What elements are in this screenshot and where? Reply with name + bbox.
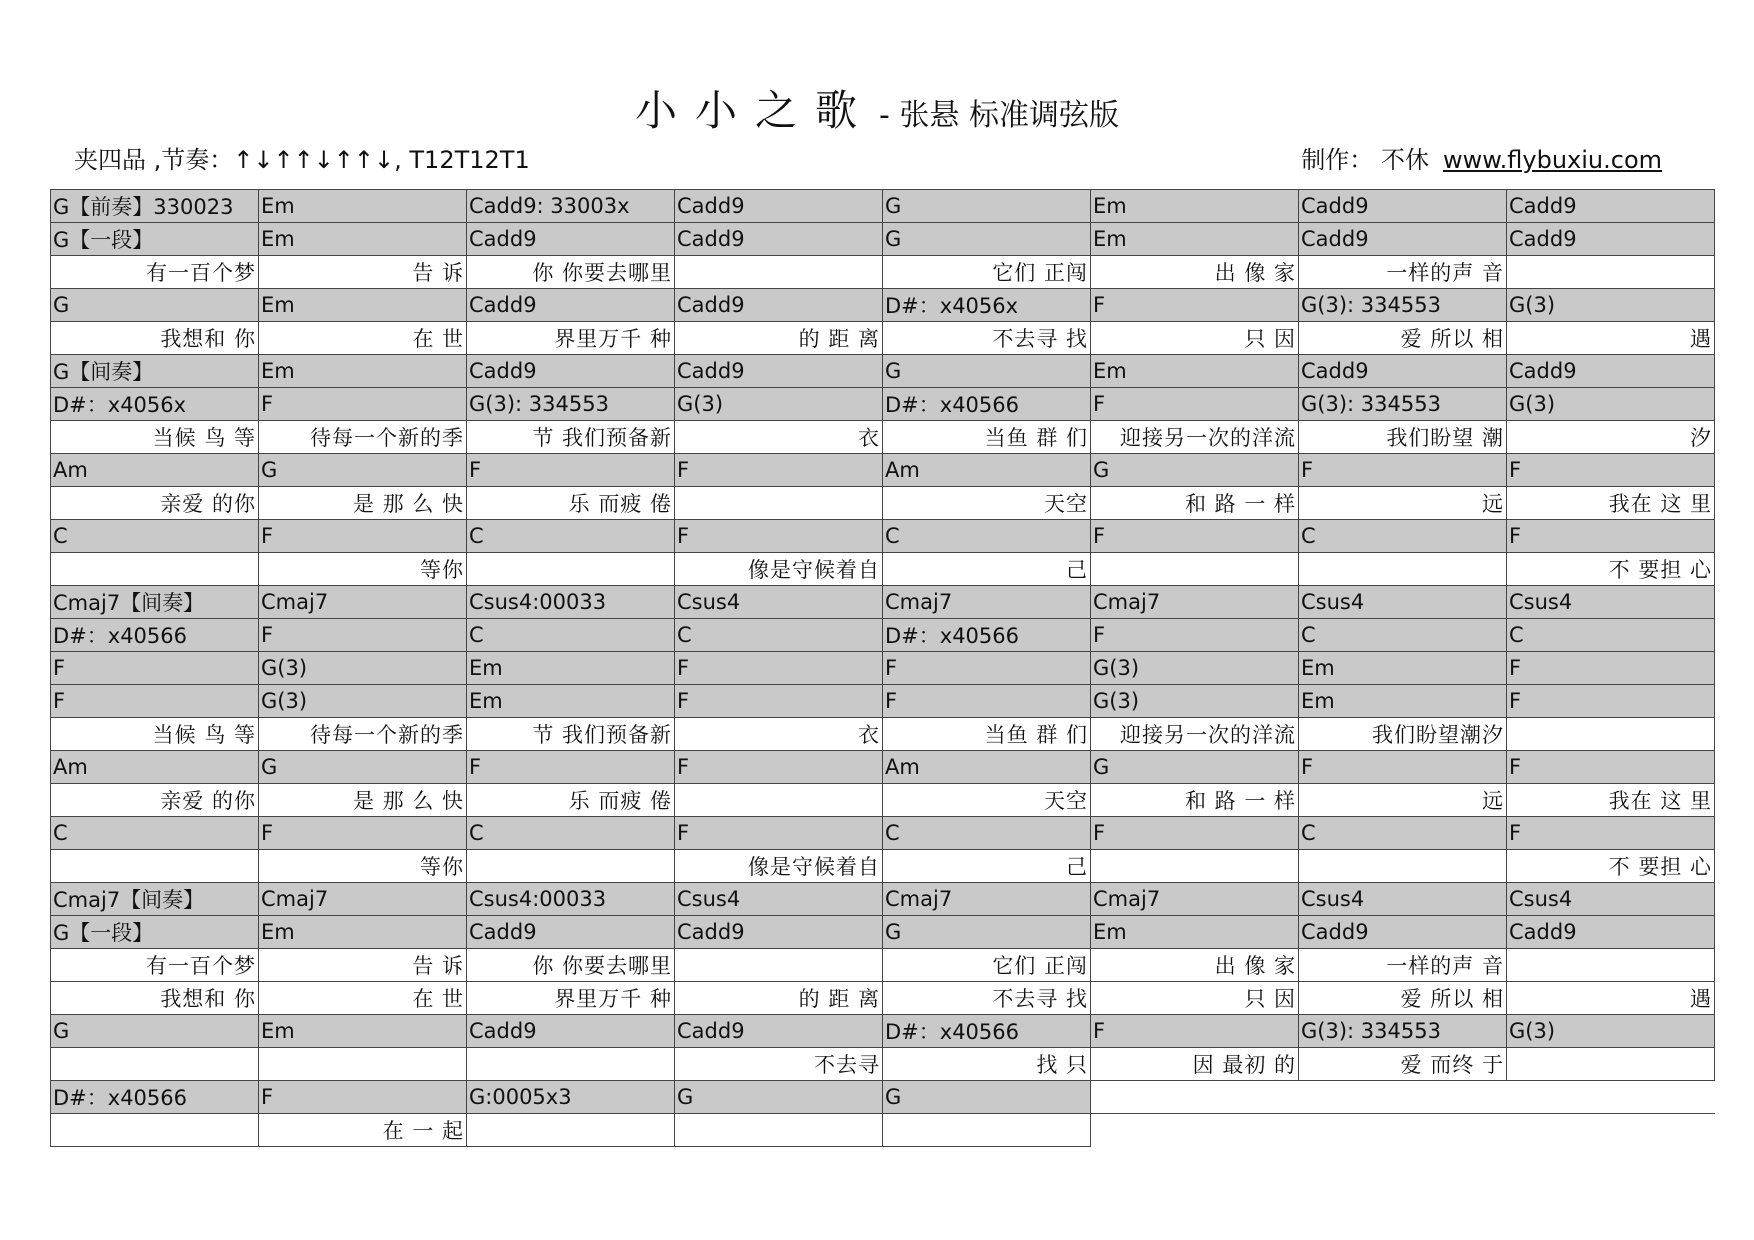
chord-cell: C xyxy=(675,619,883,652)
chord-cell: F xyxy=(1299,751,1507,784)
lyric-cell xyxy=(467,553,675,586)
empty-area xyxy=(1091,1081,1715,1114)
credit-label: 制作： 不休 xyxy=(1301,146,1429,174)
chord-cell: Em xyxy=(259,223,467,256)
chord-cell: Em xyxy=(1299,652,1507,685)
chord-cell: Em xyxy=(1299,685,1507,718)
lyric-cell: 有一百个梦 xyxy=(51,256,259,289)
chord-cell: G xyxy=(883,916,1091,949)
chord-cell: Cadd9 xyxy=(1299,355,1507,388)
lyric-cell xyxy=(51,1114,259,1147)
chord-cell: Cadd9 xyxy=(467,223,675,256)
chord-cell: G xyxy=(1091,454,1299,487)
chord-cell: G【前奏】330023 xyxy=(51,190,259,223)
lyric-cell: 像是守候着自 xyxy=(675,553,883,586)
chord-cell: Cadd9 xyxy=(675,289,883,322)
chord-cell: F xyxy=(675,685,883,718)
lyric-cell xyxy=(1507,949,1715,982)
lyric-cell: 我们盼望潮汐 xyxy=(1299,718,1507,751)
lyric-cell: 当鱼 群 们 xyxy=(883,421,1091,454)
lyric-cell: 因 最初 的 xyxy=(1091,1048,1299,1081)
chord-cell: Csus4 xyxy=(1299,586,1507,619)
chord-cell: Cadd9 xyxy=(467,289,675,322)
chord-cell: Cadd9 xyxy=(1507,190,1715,223)
lyric-cell: 不去寻 找 xyxy=(883,322,1091,355)
chord-cell: G xyxy=(259,454,467,487)
chord-cell: F xyxy=(1507,817,1715,850)
lyric-cell xyxy=(467,850,675,883)
chord-cell: G xyxy=(883,223,1091,256)
chord-cell: D#：x40566 xyxy=(51,619,259,652)
chord-cell: C xyxy=(467,619,675,652)
chord-row xyxy=(51,1015,1715,1048)
chord-cell: Csus4 xyxy=(675,883,883,916)
lyric-cell: 爱 而终 于 xyxy=(1299,1048,1507,1081)
chord-cell: F xyxy=(1091,388,1299,421)
lyric-cell xyxy=(1299,850,1507,883)
credit-url-link[interactable]: www.flybuxiu.com xyxy=(1442,146,1662,174)
lyric-cell: 它们 正闯 xyxy=(883,256,1091,289)
lyric-cell: 告 诉 xyxy=(259,949,467,982)
lyric-cell: 当候 鸟 等 xyxy=(51,718,259,751)
chord-cell: F xyxy=(1091,619,1299,652)
chord-cell: G:0005x3 xyxy=(467,1081,675,1114)
chord-row xyxy=(51,190,1715,223)
lyric-cell: 乐 而疲 倦 xyxy=(467,487,675,520)
chord-cell: G(3) xyxy=(1091,652,1299,685)
chord-cell: F xyxy=(467,751,675,784)
lyric-cell: 一样的声 音 xyxy=(1299,949,1507,982)
chord-cell: F xyxy=(259,520,467,553)
chord-cell: F xyxy=(883,652,1091,685)
chord-cell: C xyxy=(1299,520,1507,553)
chord-row xyxy=(51,520,1715,553)
lyric-row xyxy=(51,1048,1715,1081)
lyric-cell: 汐 xyxy=(1507,421,1715,454)
chord-cell: C xyxy=(467,520,675,553)
chord-cell: F xyxy=(51,652,259,685)
chord-cell: Cadd9 xyxy=(1299,190,1507,223)
chord-cell: Csus4:00033 xyxy=(467,883,675,916)
lyric-cell: 我在 这 里 xyxy=(1507,784,1715,817)
chord-cell: D#：x4056x xyxy=(51,388,259,421)
chord-cell: F xyxy=(1507,685,1715,718)
lyric-cell: 天空 xyxy=(883,487,1091,520)
lyric-row xyxy=(51,256,1715,289)
lyric-cell xyxy=(675,949,883,982)
chord-cell: Cmaj7【间奏】 xyxy=(51,883,259,916)
lyric-cell xyxy=(883,1114,1091,1147)
credit xyxy=(1301,140,1662,175)
lyric-cell: 在 世 xyxy=(259,322,467,355)
chord-cell: F xyxy=(51,685,259,718)
lyric-cell: 像是守候着自 xyxy=(675,850,883,883)
lyric-cell: 界里万千 种 xyxy=(467,322,675,355)
lyric-cell: 衣 xyxy=(675,718,883,751)
chord-row xyxy=(51,355,1715,388)
chord-cell: C xyxy=(883,520,1091,553)
chord-cell: G xyxy=(51,289,259,322)
song-title xyxy=(0,78,1754,138)
chord-row xyxy=(51,652,1715,685)
chord-cell: G xyxy=(675,1081,883,1114)
chord-sheet-table xyxy=(50,189,1715,1147)
chord-cell: Cmaj7 xyxy=(1091,883,1299,916)
lyric-cell: 一样的声 音 xyxy=(1299,256,1507,289)
lyric-cell xyxy=(51,850,259,883)
chord-cell: D#：x4056x xyxy=(883,289,1091,322)
chord-cell: D#：x40566 xyxy=(883,388,1091,421)
lyric-cell xyxy=(1507,256,1715,289)
chord-cell: G【一段】 xyxy=(51,223,259,256)
lyric-cell: 出 像 家 xyxy=(1091,949,1299,982)
chord-cell: G(3) xyxy=(259,685,467,718)
chord-cell: Cadd9 xyxy=(1299,916,1507,949)
lyric-cell: 只 因 xyxy=(1091,982,1299,1015)
lyric-row xyxy=(51,850,1715,883)
chord-cell: Cmaj7 xyxy=(883,883,1091,916)
chord-cell: G(3): 334553 xyxy=(467,388,675,421)
lyric-cell xyxy=(467,1114,675,1147)
chord-cell: F xyxy=(259,619,467,652)
chord-cell: G xyxy=(1091,751,1299,784)
chord-cell: G(3) xyxy=(1091,685,1299,718)
chord-cell: Cadd9: 33003x xyxy=(467,190,675,223)
chord-cell: G(3) xyxy=(1507,388,1715,421)
chord-cell: Am xyxy=(51,454,259,487)
lyric-cell: 找 只 xyxy=(883,1048,1091,1081)
lyric-cell xyxy=(1507,718,1715,751)
lyric-cell: 告 诉 xyxy=(259,256,467,289)
lyric-cell: 我在 这 里 xyxy=(1507,487,1715,520)
lyric-cell: 只 因 xyxy=(1091,322,1299,355)
lyric-cell: 是 那 么 快 xyxy=(259,784,467,817)
lyric-cell: 不 要担 心 xyxy=(1507,553,1715,586)
chord-cell: F xyxy=(675,751,883,784)
chord-cell: Csus4 xyxy=(675,586,883,619)
lyric-cell: 你 你要去哪里 xyxy=(467,949,675,982)
chord-cell: F xyxy=(675,520,883,553)
lyric-cell: 迎接另一次的洋流 xyxy=(1091,421,1299,454)
lyric-row xyxy=(51,1114,1715,1147)
chord-cell: C xyxy=(51,817,259,850)
chord-row xyxy=(51,388,1715,421)
lyric-cell: 当鱼 群 们 xyxy=(883,718,1091,751)
lyric-cell xyxy=(1299,553,1507,586)
chord-cell: Cadd9 xyxy=(675,916,883,949)
lyric-cell xyxy=(675,487,883,520)
lyric-cell: 远 xyxy=(1299,487,1507,520)
lyric-cell: 你 你要去哪里 xyxy=(467,256,675,289)
chord-cell: Cadd9 xyxy=(675,190,883,223)
chord-cell: Cadd9 xyxy=(675,223,883,256)
chord-cell: Cadd9 xyxy=(1507,355,1715,388)
chord-cell: Csus4 xyxy=(1299,883,1507,916)
chord-cell: F xyxy=(1091,1015,1299,1048)
chord-cell: Cmaj7 xyxy=(259,883,467,916)
lyric-cell: 遇 xyxy=(1507,322,1715,355)
chord-cell: Em xyxy=(259,190,467,223)
lyric-cell xyxy=(51,553,259,586)
lyric-cell xyxy=(675,784,883,817)
chord-cell: F xyxy=(675,817,883,850)
chord-cell: F xyxy=(1091,289,1299,322)
subtitle-text: - 张悬 标准调弦版 xyxy=(879,98,1119,133)
chord-cell: D#：x40566 xyxy=(883,1015,1091,1048)
chord-cell: Csus4 xyxy=(1507,883,1715,916)
lyric-cell: 我们盼望 潮 xyxy=(1299,421,1507,454)
capo-rhythm-info: 夹四品 ,节奏：↑↓↑↑↓↑↑↓, T12T12T1 xyxy=(74,146,530,174)
chord-cell: Em xyxy=(259,1015,467,1048)
chord-cell: G xyxy=(883,1081,1091,1114)
chord-cell: G xyxy=(51,1015,259,1048)
chord-row xyxy=(51,883,1715,916)
lyric-cell: 不去寻 找 xyxy=(883,982,1091,1015)
lyric-cell xyxy=(51,1048,259,1081)
chord-cell: Em xyxy=(1091,916,1299,949)
lyric-row xyxy=(51,322,1715,355)
chord-cell: F xyxy=(467,454,675,487)
lyric-cell: 我想和 你 xyxy=(51,322,259,355)
chord-cell: C xyxy=(467,817,675,850)
chord-cell: Cmaj7 xyxy=(883,586,1091,619)
lyric-row xyxy=(51,784,1715,817)
title-text: 小小之歌 xyxy=(635,86,876,135)
lyric-cell: 遇 xyxy=(1507,982,1715,1015)
chord-cell: Em xyxy=(1091,355,1299,388)
chord-cell: G【间奏】 xyxy=(51,355,259,388)
chord-cell: Cmaj7 xyxy=(259,586,467,619)
lyric-cell xyxy=(467,1048,675,1081)
chord-cell: Em xyxy=(259,355,467,388)
lyric-cell: 出 像 家 xyxy=(1091,256,1299,289)
lyric-row xyxy=(51,487,1715,520)
lyric-cell: 不 要担 心 xyxy=(1507,850,1715,883)
chord-cell: Am xyxy=(883,454,1091,487)
lyric-cell: 节 我们预备新 xyxy=(467,421,675,454)
chord-row xyxy=(51,619,1715,652)
chord-row xyxy=(51,454,1715,487)
chord-cell: G xyxy=(259,751,467,784)
chord-cell: C xyxy=(1299,619,1507,652)
chord-cell: Em xyxy=(1091,190,1299,223)
chord-cell: G(3): 334553 xyxy=(1299,388,1507,421)
lyric-cell: 和 路 一 样 xyxy=(1091,784,1299,817)
chord-row xyxy=(51,685,1715,718)
chord-cell: G xyxy=(883,355,1091,388)
lyric-cell: 是 那 么 快 xyxy=(259,487,467,520)
chord-cell: Cadd9 xyxy=(675,355,883,388)
lyric-cell: 乐 而疲 倦 xyxy=(467,784,675,817)
chord-cell: Cadd9 xyxy=(1507,916,1715,949)
chord-cell: G(3) xyxy=(259,652,467,685)
lyric-cell: 迎接另一次的洋流 xyxy=(1091,718,1299,751)
chord-row xyxy=(51,916,1715,949)
chord-cell: Em xyxy=(259,289,467,322)
chord-cell: D#：x40566 xyxy=(883,619,1091,652)
lyric-row xyxy=(51,982,1715,1015)
chord-cell: F xyxy=(883,685,1091,718)
lyric-row xyxy=(51,718,1715,751)
chord-cell: Em xyxy=(467,652,675,685)
chord-cell: F xyxy=(675,454,883,487)
lyric-cell: 等你 xyxy=(259,850,467,883)
lyric-cell: 衣 xyxy=(675,421,883,454)
lyric-cell: 等你 xyxy=(259,553,467,586)
lyric-cell: 远 xyxy=(1299,784,1507,817)
chord-row xyxy=(51,751,1715,784)
chord-cell: F xyxy=(259,817,467,850)
lyric-cell: 它们 正闯 xyxy=(883,949,1091,982)
chord-cell: Am xyxy=(51,751,259,784)
chord-cell: F xyxy=(1507,454,1715,487)
chord-cell: C xyxy=(51,520,259,553)
chord-cell: G【一段】 xyxy=(51,916,259,949)
lyric-row xyxy=(51,421,1715,454)
chord-cell: Cadd9 xyxy=(1299,223,1507,256)
lyric-cell: 天空 xyxy=(883,784,1091,817)
lyric-cell xyxy=(1091,850,1299,883)
chord-cell: F xyxy=(259,1081,467,1114)
lyric-cell: 爱 所以 相 xyxy=(1299,982,1507,1015)
lyric-cell xyxy=(1507,1048,1715,1081)
lyric-cell: 在 一 起 xyxy=(259,1114,467,1147)
chord-cell: Cmaj7【间奏】 xyxy=(51,586,259,619)
chord-cell: F xyxy=(1091,817,1299,850)
chord-cell: Cadd9 xyxy=(467,1015,675,1048)
chord-cell: C xyxy=(883,817,1091,850)
lyric-cell: 己 xyxy=(883,850,1091,883)
chord-cell: Csus4:00033 xyxy=(467,586,675,619)
chord-cell: Csus4 xyxy=(1507,586,1715,619)
empty-area xyxy=(1091,1114,1715,1147)
chord-cell: G(3) xyxy=(1507,1015,1715,1048)
chord-cell: F xyxy=(1299,454,1507,487)
chord-cell: Cmaj7 xyxy=(1091,586,1299,619)
chord-row xyxy=(51,1081,1715,1114)
chord-cell: G xyxy=(883,190,1091,223)
lyric-cell: 爱 所以 相 xyxy=(1299,322,1507,355)
lyric-cell xyxy=(675,256,883,289)
chord-cell: F xyxy=(1091,520,1299,553)
lyric-cell: 不去寻 xyxy=(675,1048,883,1081)
lyric-cell: 有一百个梦 xyxy=(51,949,259,982)
chord-cell: F xyxy=(675,652,883,685)
chord-cell: D#：x40566 xyxy=(51,1081,259,1114)
chord-cell: C xyxy=(1507,619,1715,652)
lyric-cell: 的 距 离 xyxy=(675,322,883,355)
chord-cell: F xyxy=(259,388,467,421)
lyric-cell: 亲爱 的你 xyxy=(51,784,259,817)
lyric-cell: 待每一个新的季 xyxy=(259,421,467,454)
chord-row xyxy=(51,586,1715,619)
chord-row xyxy=(51,817,1715,850)
lyric-cell: 己 xyxy=(883,553,1091,586)
lyric-cell: 我想和 你 xyxy=(51,982,259,1015)
chord-cell: Cadd9 xyxy=(467,916,675,949)
chord-row xyxy=(51,289,1715,322)
chord-cell: Em xyxy=(259,916,467,949)
chord-cell: C xyxy=(1299,817,1507,850)
lyric-row xyxy=(51,949,1715,982)
lyric-cell: 在 世 xyxy=(259,982,467,1015)
chord-cell: Em xyxy=(1091,223,1299,256)
lyric-cell: 节 我们预备新 xyxy=(467,718,675,751)
chord-cell: Cadd9 xyxy=(467,355,675,388)
chord-row xyxy=(51,223,1715,256)
lyric-cell xyxy=(675,1114,883,1147)
lyric-cell xyxy=(1091,553,1299,586)
lyric-cell: 界里万千 种 xyxy=(467,982,675,1015)
chord-cell: Am xyxy=(883,751,1091,784)
chord-cell: G(3): 334553 xyxy=(1299,1015,1507,1048)
chord-cell: F xyxy=(1507,520,1715,553)
chord-cell: Em xyxy=(467,685,675,718)
lyric-cell: 和 路 一 样 xyxy=(1091,487,1299,520)
chord-cell: F xyxy=(1507,652,1715,685)
chord-cell: Cadd9 xyxy=(675,1015,883,1048)
lyric-cell: 当候 鸟 等 xyxy=(51,421,259,454)
lyric-cell: 亲爱 的你 xyxy=(51,487,259,520)
chord-cell: G(3) xyxy=(675,388,883,421)
lyric-cell xyxy=(259,1048,467,1081)
chord-cell: G(3) xyxy=(1507,289,1715,322)
chord-cell: Cadd9 xyxy=(1507,223,1715,256)
chord-cell: G(3): 334553 xyxy=(1299,289,1507,322)
lyric-cell: 待每一个新的季 xyxy=(259,718,467,751)
lyric-cell: 的 距 离 xyxy=(675,982,883,1015)
lyric-row xyxy=(51,553,1715,586)
chord-cell: F xyxy=(1507,751,1715,784)
